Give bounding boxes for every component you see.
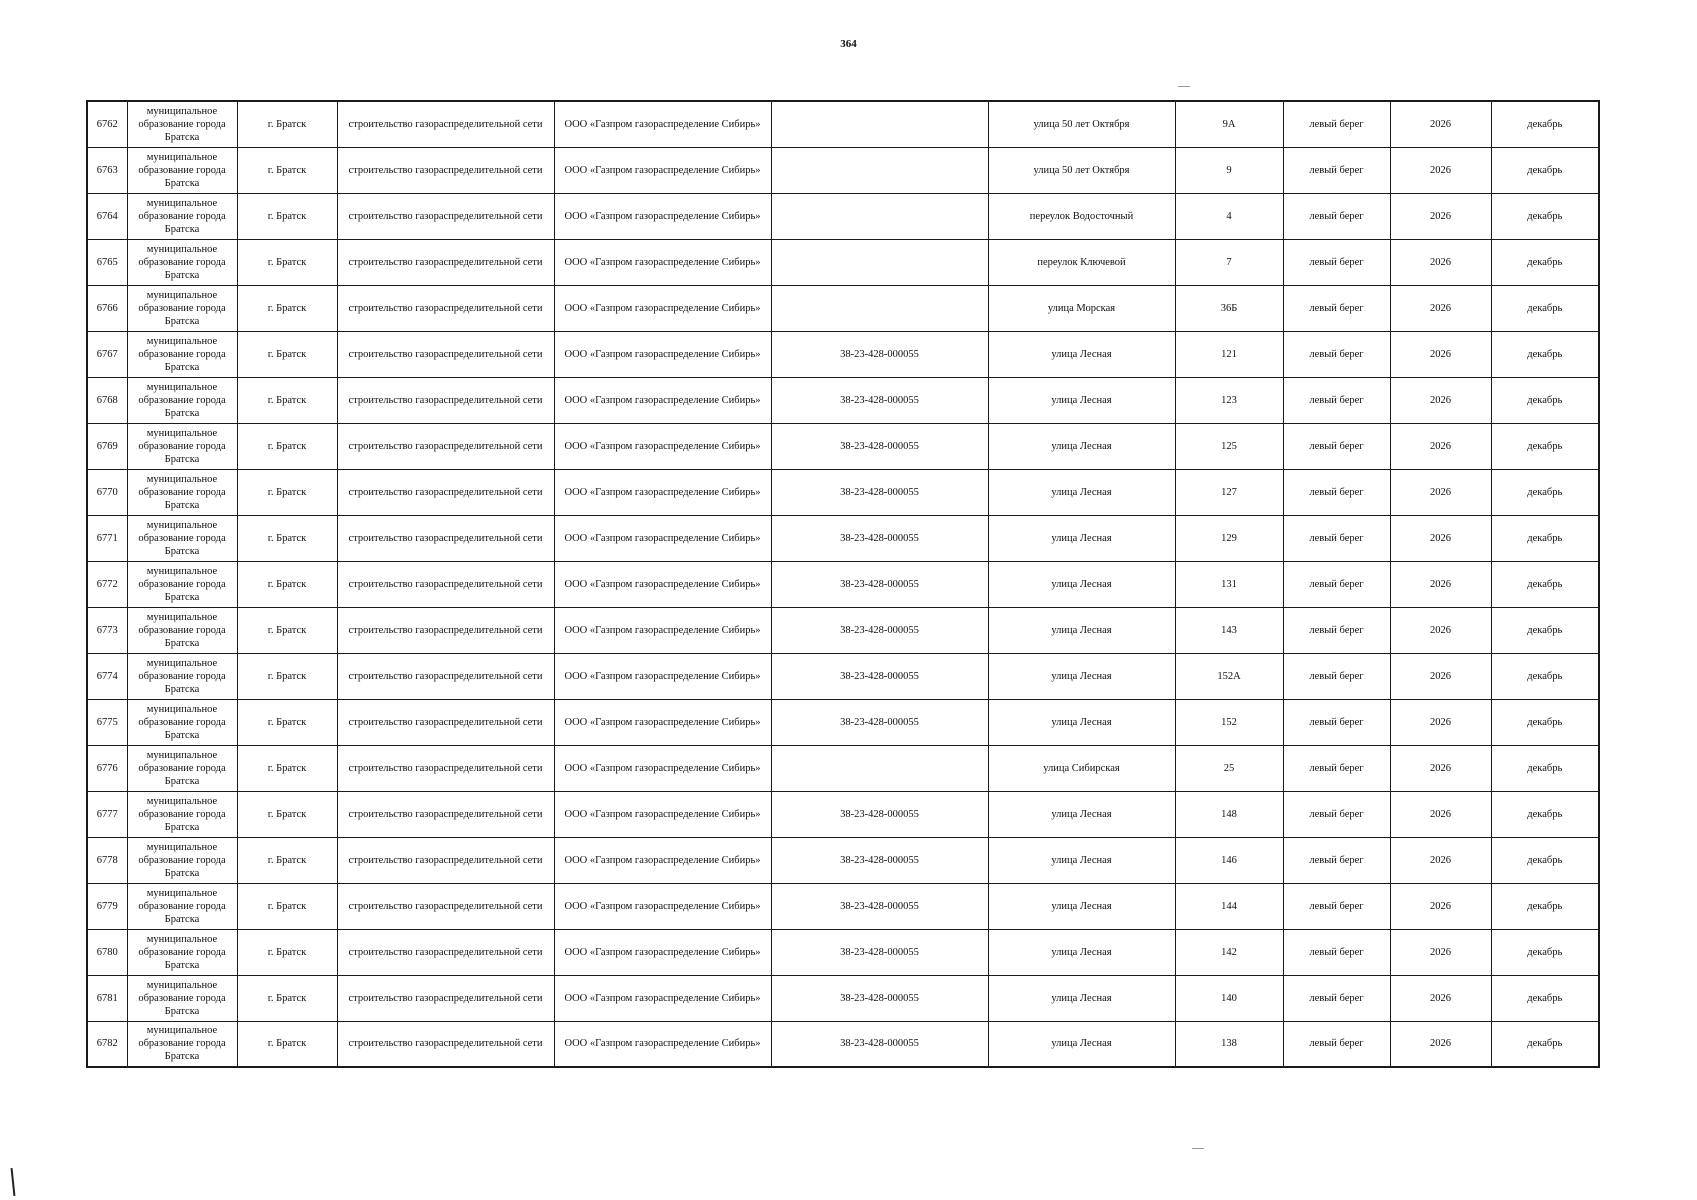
city-area-cell: левый берег [1283,1021,1390,1067]
house-number-cell: 148 [1175,791,1283,837]
organization-cell: ООО «Газпром газораспределение Сибирь» [554,285,771,331]
city-area-cell: левый берег [1283,193,1390,239]
city-area-cell: левый берег [1283,837,1390,883]
work-type-cell: строительство газораспределительной сети [337,975,554,1021]
street-cell: улица Лесная [988,883,1175,929]
year-cell: 2026 [1390,423,1491,469]
month-cell: декабрь [1491,607,1599,653]
cadastral-number-cell [771,193,988,239]
row-number-cell: 6765 [87,239,127,285]
cadastral-number-cell: 38-23-428-000055 [771,883,988,929]
row-number-cell: 6770 [87,469,127,515]
organization-cell: ООО «Газпром газораспределение Сибирь» [554,1021,771,1067]
row-number-cell: 6775 [87,699,127,745]
municipality-cell: муниципальное образование города Братска [127,515,237,561]
table-row [87,515,1599,561]
municipality-cell: муниципальное образование города Братска [127,331,237,377]
month-cell: декабрь [1491,239,1599,285]
municipality-cell: муниципальное образование города Братска [127,561,237,607]
city-cell: г. Братск [237,653,337,699]
work-type-cell: строительство газораспределительной сети [337,377,554,423]
street-cell: улица Сибирская [988,745,1175,791]
cadastral-number-cell: 38-23-428-000055 [771,837,988,883]
year-cell: 2026 [1390,653,1491,699]
cadastral-number-cell: 38-23-428-000055 [771,469,988,515]
month-cell: декабрь [1491,423,1599,469]
street-cell: улица Лесная [988,653,1175,699]
row-number-cell: 6763 [87,147,127,193]
city-cell: г. Братск [237,285,337,331]
street-cell: улица Лесная [988,423,1175,469]
table-row [87,837,1599,883]
organization-cell: ООО «Газпром газораспределение Сибирь» [554,699,771,745]
work-type-cell: строительство газораспределительной сети [337,239,554,285]
municipality-cell: муниципальное образование города Братска [127,699,237,745]
month-cell: декабрь [1491,791,1599,837]
table-row [87,699,1599,745]
street-cell: улица Лесная [988,837,1175,883]
cadastral-number-cell: 38-23-428-000055 [771,331,988,377]
organization-cell: ООО «Газпром газораспределение Сибирь» [554,469,771,515]
year-cell: 2026 [1390,607,1491,653]
row-number-cell: 6762 [87,101,127,147]
organization-cell: ООО «Газпром газораспределение Сибирь» [554,561,771,607]
table-row [87,791,1599,837]
house-number-cell: 138 [1175,1021,1283,1067]
year-cell: 2026 [1390,929,1491,975]
year-cell: 2026 [1390,239,1491,285]
work-type-cell: строительство газораспределительной сети [337,147,554,193]
street-cell: улица 50 лет Октября [988,101,1175,147]
month-cell: декабрь [1491,469,1599,515]
street-cell: улица Лесная [988,699,1175,745]
city-cell: г. Братск [237,101,337,147]
table-row [87,745,1599,791]
municipality-cell: муниципальное образование города Братска [127,791,237,837]
organization-cell: ООО «Газпром газораспределение Сибирь» [554,147,771,193]
organization-cell: ООО «Газпром газораспределение Сибирь» [554,239,771,285]
table-row [87,883,1599,929]
year-cell: 2026 [1390,837,1491,883]
row-number-cell: 6779 [87,883,127,929]
municipality-cell: муниципальное образование города Братска [127,101,237,147]
month-cell: декабрь [1491,653,1599,699]
work-type-cell: строительство газораспределительной сети [337,561,554,607]
house-number-cell: 152 [1175,699,1283,745]
cadastral-number-cell [771,285,988,331]
city-cell: г. Братск [237,975,337,1021]
street-cell: переулок Ключевой [988,239,1175,285]
city-cell: г. Братск [237,791,337,837]
year-cell: 2026 [1390,193,1491,239]
municipality-cell: муниципальное образование города Братска [127,285,237,331]
year-cell: 2026 [1390,331,1491,377]
house-number-cell: 121 [1175,331,1283,377]
organization-cell: ООО «Газпром газораспределение Сибирь» [554,423,771,469]
house-number-cell: 4 [1175,193,1283,239]
house-number-cell: 143 [1175,607,1283,653]
organization-cell: ООО «Газпром газораспределение Сибирь» [554,193,771,239]
city-cell: г. Братск [237,699,337,745]
year-cell: 2026 [1390,883,1491,929]
city-area-cell: левый берег [1283,239,1390,285]
work-type-cell: строительство газораспределительной сети [337,515,554,561]
month-cell: декабрь [1491,883,1599,929]
cadastral-number-cell: 38-23-428-000055 [771,975,988,1021]
row-number-cell: 6766 [87,285,127,331]
city-cell: г. Братск [237,837,337,883]
street-cell: улица Лесная [988,331,1175,377]
row-number-cell: 6764 [87,193,127,239]
month-cell: декабрь [1491,745,1599,791]
work-type-cell: строительство газораспределительной сети [337,929,554,975]
house-number-cell: 25 [1175,745,1283,791]
city-cell: г. Братск [237,561,337,607]
house-number-cell: 140 [1175,975,1283,1021]
city-area-cell: левый берег [1283,745,1390,791]
street-cell: улица Лесная [988,607,1175,653]
organization-cell: ООО «Газпром газораспределение Сибирь» [554,653,771,699]
city-cell: г. Братск [237,1021,337,1067]
organization-cell: ООО «Газпром газораспределение Сибирь» [554,101,771,147]
municipality-cell: муниципальное образование города Братска [127,929,237,975]
month-cell: декабрь [1491,147,1599,193]
organization-cell: ООО «Газпром газораспределение Сибирь» [554,515,771,561]
table-row [87,607,1599,653]
municipality-cell: муниципальное образование города Братска [127,1021,237,1067]
organization-cell: ООО «Газпром газораспределение Сибирь» [554,377,771,423]
city-area-cell: левый берег [1283,883,1390,929]
work-type-cell: строительство газораспределительной сети [337,837,554,883]
work-type-cell: строительство газораспределительной сети [337,285,554,331]
house-number-cell: 123 [1175,377,1283,423]
cadastral-number-cell: 38-23-428-000055 [771,607,988,653]
municipality-cell: муниципальное образование города Братска [127,975,237,1021]
table-row [87,561,1599,607]
work-type-cell: строительство газораспределительной сети [337,653,554,699]
municipality-cell: муниципальное образование города Братска [127,423,237,469]
page-number: 364 [840,38,857,50]
house-number-cell: 7 [1175,239,1283,285]
year-cell: 2026 [1390,699,1491,745]
scan-mark-bottom [1192,1148,1204,1149]
city-area-cell: левый берег [1283,561,1390,607]
city-area-cell: левый берег [1283,147,1390,193]
row-number-cell: 6776 [87,745,127,791]
organization-cell: ООО «Газпром газораспределение Сибирь» [554,331,771,377]
municipality-cell: муниципальное образование города Братска [127,837,237,883]
table-body [87,101,1599,1067]
cadastral-number-cell: 38-23-428-000055 [771,377,988,423]
city-area-cell: левый берег [1283,607,1390,653]
house-number-cell: 127 [1175,469,1283,515]
city-area-cell: левый берег [1283,515,1390,561]
city-cell: г. Братск [237,147,337,193]
row-number-cell: 6778 [87,837,127,883]
house-number-cell: 9А [1175,101,1283,147]
street-cell: улица Лесная [988,1021,1175,1067]
house-number-cell: 142 [1175,929,1283,975]
work-type-cell: строительство газораспределительной сети [337,745,554,791]
organization-cell: ООО «Газпром газораспределение Сибирь» [554,607,771,653]
municipality-cell: муниципальное образование города Братска [127,239,237,285]
table-row [87,147,1599,193]
work-type-cell: строительство газораспределительной сети [337,193,554,239]
year-cell: 2026 [1390,745,1491,791]
organization-cell: ООО «Газпром газораспределение Сибирь» [554,975,771,1021]
organization-cell: ООО «Газпром газораспределение Сибирь» [554,837,771,883]
house-number-cell: 152А [1175,653,1283,699]
street-cell: улица Лесная [988,377,1175,423]
row-number-cell: 6777 [87,791,127,837]
year-cell: 2026 [1390,147,1491,193]
street-cell: улица Морская [988,285,1175,331]
work-type-cell: строительство газораспределительной сети [337,469,554,515]
organization-cell: ООО «Газпром газораспределение Сибирь» [554,929,771,975]
house-number-cell: 36Б [1175,285,1283,331]
month-cell: декабрь [1491,1021,1599,1067]
city-cell: г. Братск [237,239,337,285]
house-number-cell: 144 [1175,883,1283,929]
city-area-cell: левый берег [1283,791,1390,837]
cadastral-number-cell: 38-23-428-000055 [771,561,988,607]
city-cell: г. Братск [237,883,337,929]
scan-mark-top [1178,86,1190,87]
street-cell: улица Лесная [988,515,1175,561]
table-row [87,193,1599,239]
city-cell: г. Братск [237,423,337,469]
city-area-cell: левый берег [1283,653,1390,699]
cadastral-number-cell [771,147,988,193]
work-type-cell: строительство газораспределительной сети [337,1021,554,1067]
year-cell: 2026 [1390,515,1491,561]
municipality-cell: муниципальное образование города Братска [127,193,237,239]
row-number-cell: 6772 [87,561,127,607]
municipality-cell: муниципальное образование города Братска [127,377,237,423]
table-row [87,377,1599,423]
row-number-cell: 6771 [87,515,127,561]
municipality-cell: муниципальное образование города Братска [127,883,237,929]
city-area-cell: левый берег [1283,101,1390,147]
year-cell: 2026 [1390,101,1491,147]
city-area-cell: левый берег [1283,285,1390,331]
cadastral-number-cell [771,239,988,285]
city-cell: г. Братск [237,193,337,239]
city-area-cell: левый берег [1283,699,1390,745]
work-type-cell: строительство газораспределительной сети [337,423,554,469]
month-cell: декабрь [1491,285,1599,331]
table-row [87,975,1599,1021]
street-cell: улица Лесная [988,975,1175,1021]
city-cell: г. Братск [237,377,337,423]
row-number-cell: 6768 [87,377,127,423]
row-number-cell: 6769 [87,423,127,469]
street-cell: улица Лесная [988,929,1175,975]
table-row [87,469,1599,515]
gasification-schedule-table [86,100,1600,1068]
street-cell: улица Лесная [988,791,1175,837]
work-type-cell: строительство газораспределительной сети [337,791,554,837]
municipality-cell: муниципальное образование города Братска [127,745,237,791]
table-row [87,239,1599,285]
municipality-cell: муниципальное образование города Братска [127,607,237,653]
year-cell: 2026 [1390,791,1491,837]
row-number-cell: 6774 [87,653,127,699]
street-cell: улица Лесная [988,561,1175,607]
organization-cell: ООО «Газпром газораспределение Сибирь» [554,883,771,929]
work-type-cell: строительство газораспределительной сети [337,883,554,929]
year-cell: 2026 [1390,469,1491,515]
table-row [87,653,1599,699]
house-number-cell: 131 [1175,561,1283,607]
table-row [87,423,1599,469]
city-cell: г. Братск [237,929,337,975]
year-cell: 2026 [1390,561,1491,607]
city-cell: г. Братск [237,469,337,515]
city-area-cell: левый берег [1283,423,1390,469]
month-cell: декабрь [1491,331,1599,377]
city-area-cell: левый берег [1283,975,1390,1021]
house-number-cell: 9 [1175,147,1283,193]
month-cell: декабрь [1491,975,1599,1021]
month-cell: декабрь [1491,561,1599,607]
month-cell: декабрь [1491,101,1599,147]
house-number-cell: 129 [1175,515,1283,561]
year-cell: 2026 [1390,377,1491,423]
municipality-cell: муниципальное образование города Братска [127,653,237,699]
organization-cell: ООО «Газпром газораспределение Сибирь» [554,791,771,837]
house-number-cell: 146 [1175,837,1283,883]
table-row [87,285,1599,331]
cadastral-number-cell: 38-23-428-000055 [771,699,988,745]
cadastral-number-cell: 38-23-428-000055 [771,653,988,699]
street-cell: улица Лесная [988,469,1175,515]
city-area-cell: левый берег [1283,469,1390,515]
row-number-cell: 6767 [87,331,127,377]
month-cell: декабрь [1491,377,1599,423]
work-type-cell: строительство газораспределительной сети [337,607,554,653]
cadastral-number-cell: 38-23-428-000055 [771,791,988,837]
city-cell: г. Братск [237,331,337,377]
table-row [87,101,1599,147]
city-cell: г. Братск [237,515,337,561]
cadastral-number-cell: 38-23-428-000055 [771,929,988,975]
city-cell: г. Братск [237,607,337,653]
cadastral-number-cell: 38-23-428-000055 [771,1021,988,1067]
year-cell: 2026 [1390,975,1491,1021]
cadastral-number-cell: 38-23-428-000055 [771,423,988,469]
organization-cell: ООО «Газпром газораспределение Сибирь» [554,745,771,791]
city-area-cell: левый берег [1283,331,1390,377]
street-cell: улица 50 лет Октября [988,147,1175,193]
year-cell: 2026 [1390,285,1491,331]
table-row [87,1021,1599,1067]
municipality-cell: муниципальное образование города Братска [127,469,237,515]
row-number-cell: 6782 [87,1021,127,1067]
row-number-cell: 6781 [87,975,127,1021]
month-cell: декабрь [1491,929,1599,975]
year-cell: 2026 [1390,1021,1491,1067]
house-number-cell: 125 [1175,423,1283,469]
municipality-cell: муниципальное образование города Братска [127,147,237,193]
scan-margin-stroke [11,1168,16,1196]
street-cell: переулок Водосточный [988,193,1175,239]
work-type-cell: строительство газораспределительной сети [337,331,554,377]
city-cell: г. Братск [237,745,337,791]
city-area-cell: левый берег [1283,377,1390,423]
table-row [87,929,1599,975]
cadastral-number-cell [771,101,988,147]
row-number-cell: 6780 [87,929,127,975]
month-cell: декабрь [1491,699,1599,745]
work-type-cell: строительство газораспределительной сети [337,699,554,745]
month-cell: декабрь [1491,837,1599,883]
cadastral-number-cell [771,745,988,791]
month-cell: декабрь [1491,515,1599,561]
city-area-cell: левый берег [1283,929,1390,975]
cadastral-number-cell: 38-23-428-000055 [771,515,988,561]
work-type-cell: строительство газораспределительной сети [337,101,554,147]
row-number-cell: 6773 [87,607,127,653]
month-cell: декабрь [1491,193,1599,239]
table-row [87,331,1599,377]
